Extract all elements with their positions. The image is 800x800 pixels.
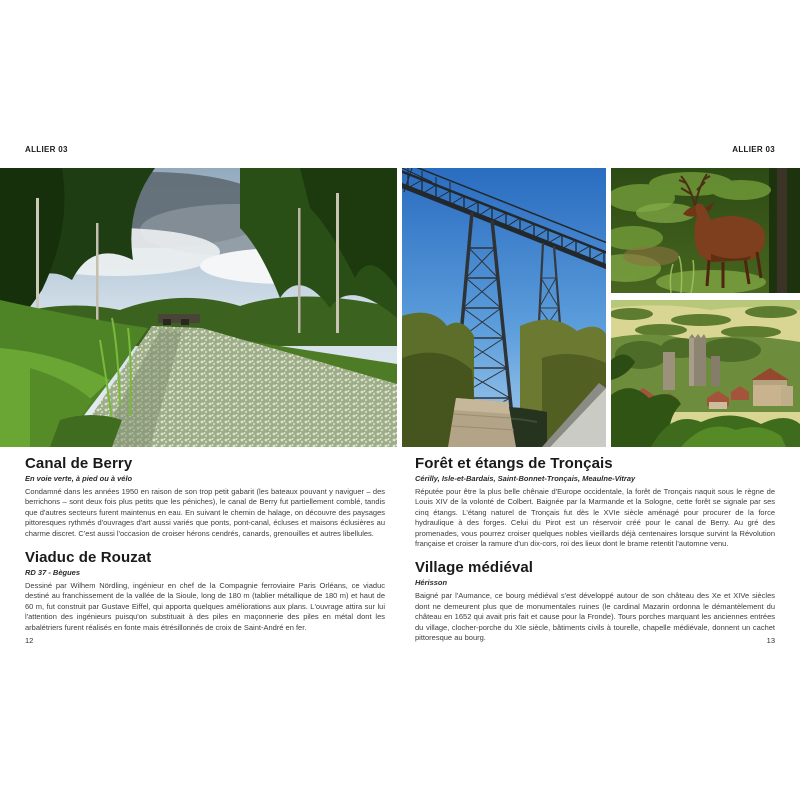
- viaduct-illustration: [402, 168, 606, 447]
- deer-illustration: [611, 168, 800, 293]
- canal-illustration: [0, 168, 397, 447]
- section-viaduc-de-rouzat: [25, 549, 385, 633]
- section-subtitle-canal: En voie verte, à pied ou à vélo: [25, 474, 133, 483]
- left-text-column: [25, 455, 385, 643]
- canal-de-berry-photo: [0, 168, 397, 447]
- section-canal-de-berry: [25, 455, 385, 539]
- section-body-canal: Condamné dans les années 1950 en raison de son trop petit gabarit (les bateaux pouvant y naviguer – des berrichons – sont deux fois plus petits que les péniches), le canal de Berry fut partiellement comblé, tandis que d'autres secteurs furent maintenus en eau. En suivant le chemin de halage, on découvre des paysages pittoresques rythmés d'ouvrages d'art aussi variés que ponts, pont-canal, écluses et maisons éclusières au charme discret. C'est aussi l'occasion de croiser hérons cendrés, canards, grenouilles et autres libellules.: [25, 487, 385, 538]
- village-herisson-photo: [611, 300, 800, 447]
- page-header-left: ALLIER 03: [25, 145, 68, 154]
- section-body-village: Baigné par l'Aumance, ce bourg médiéval s'est développé autour de son château des Xe et XIVe siècles dont ne demeurent plus que de monumentales ruines (le cardinal Mazarin ordonna le démantèlement du château en 1652 qui avait pris fait et cause pour la Fronde). Tours porches marquant les anciennes entrées du village, clocher-porche du XIe siècle, bâtiments civils à tourelle, chapelle médiévale, donnent un cachet pittoresque au bourg.: [415, 591, 775, 643]
- section-title-viaduc: Viaduc de Rouzat: [25, 549, 152, 567]
- section-title-canal: Canal de Berry: [25, 455, 133, 472]
- section-village-medieval: [415, 559, 775, 643]
- section-foret-troncais: [415, 455, 775, 549]
- cerf-troncais-photo: [611, 168, 800, 293]
- section-title-troncais: Forêt et étangs de Tronçais: [415, 455, 613, 472]
- right-text-column: [415, 455, 775, 653]
- section-subtitle-troncais: Cérilly, Isle-et-Bardais, Saint-Bonnet-Tronçais, Meaulne-Vitray: [415, 474, 636, 483]
- section-body-viaduc: Dessiné par Wilhem Nördling, ingénieur en chef de la Compagnie ferroviaire Paris Orléans, ce viaduc destiné au franchissement de la vallée de la Sioule, long de 180 m (tablier métallique de 180 m) et haut de 60 m, fut construit par Gustave Eiffel, qui apporta quelques améliorations aux plans. L'ouvrage attira sur lui l'attention des ingénieurs puisqu'on substituait à des piles en maçonnerie des piles en métal dont les arbalétriers furent réalisés en fonte mais étrésillonnés de croix de Saint-André en fer.: [25, 581, 385, 632]
- section-subtitle-village: Hérisson: [415, 578, 448, 588]
- section-title-village: Village médiéval: [415, 559, 534, 577]
- page-number-right: 13: [766, 636, 775, 645]
- section-subtitle-viaduc: RD 37 - Bègues: [25, 568, 81, 578]
- section-body-troncais: Réputée pour être la plus belle chênaie d'Europe occidentale, la forêt de Tronçais naquit sous le règne de Louis XIV de la volonté de Colbert. Baignée par la Marmande et la Sologne, cette forêt se signale par ses cinq étangs. L'étang naturel de Tronçais fut dès le XVIe siècle aménagé pour procurer de la force hydraulique à des forges. Celui du Pirot est un réservoir créé pour le canal de Berry. Au gré des promenades, vous pourrez croiser quelques nobles vieillards déjà centenaires lorsque survint la Révolution française et croiser la ramure d'un dix-cors, roi des lieux dont le brame retentit l'automne venu.: [415, 487, 775, 549]
- page-header-right: ALLIER 03: [732, 145, 775, 154]
- viaduc-de-rouzat-photo: [402, 168, 606, 447]
- village-illustration: [611, 300, 800, 447]
- page-number-left: 12: [25, 636, 34, 645]
